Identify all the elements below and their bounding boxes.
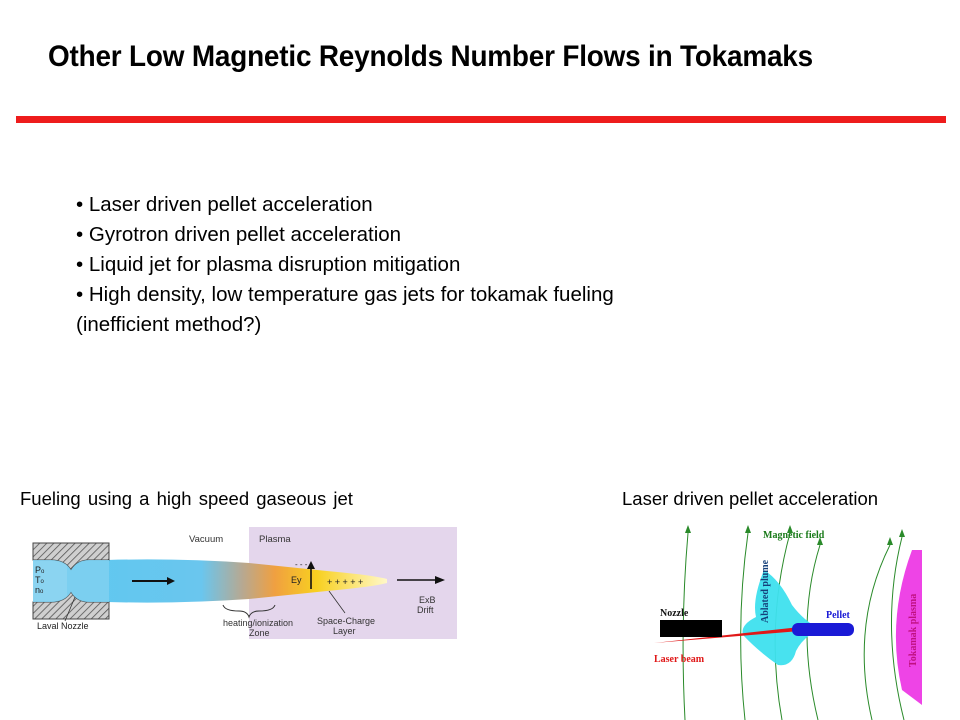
laser-beam-label: Laser beam (654, 654, 705, 665)
title-divider (16, 116, 946, 123)
bullet-item: • Liquid jet for plasma disruption mitigation (76, 253, 461, 276)
laval-nozzle-label: Laval Nozzle (37, 621, 89, 631)
svg-text:Layer: Layer (333, 626, 356, 636)
svg-text:no: no (35, 585, 44, 595)
pellet-label: Pellet (826, 610, 850, 621)
svg-text:heating/ionization: heating/ionization (223, 618, 294, 628)
figure-left-caption: Fueling using a high speed gaseous jet (20, 488, 353, 509)
figure-right-caption: Laser driven pellet acceleration (622, 488, 879, 509)
vacuum-label: Vacuum (189, 534, 224, 545)
nozzle-label: Nozzle (660, 608, 689, 619)
bullet-item: • Gyrotron driven pellet acceleration (76, 223, 402, 246)
svg-text:To: To (35, 575, 44, 585)
pellet (792, 623, 854, 636)
svg-text:Po: Po (35, 565, 45, 575)
nozzle (660, 620, 722, 637)
svg-text:ExB: ExB (419, 595, 436, 605)
gas-jet-diagram (27, 527, 457, 639)
ablated-plume (743, 570, 820, 665)
laser-pellet-diagram (640, 525, 960, 720)
bullet-list (76, 190, 876, 340)
svg-text:- - -: - - - (295, 560, 308, 569)
plasma-label: Plasma (259, 534, 291, 545)
bullet-item: • High density, low temperature gas jets for tokamak fueling (76, 283, 614, 306)
bullet-item: • Laser driven pellet acceleration (76, 193, 373, 216)
svg-text:Drift: Drift (417, 605, 434, 615)
slide-title: Other Low Magnetic Reynolds Number Flows in Tokamaks (48, 40, 813, 73)
svg-text:Zone: Zone (249, 628, 270, 638)
svg-text:Space-Charge: Space-Charge (317, 616, 376, 626)
tokamak-plasma-label: Tokamak plasma (908, 593, 919, 667)
magnetic-field-label: Magnetic field (763, 530, 825, 541)
ablated-plume-label: Ablated plume (760, 559, 771, 623)
svg-text:+ + + + +: + + + + + (327, 577, 364, 587)
bullet-item-continuation: (inefficient method?) (76, 313, 262, 336)
svg-text:Ey: Ey (291, 575, 302, 585)
